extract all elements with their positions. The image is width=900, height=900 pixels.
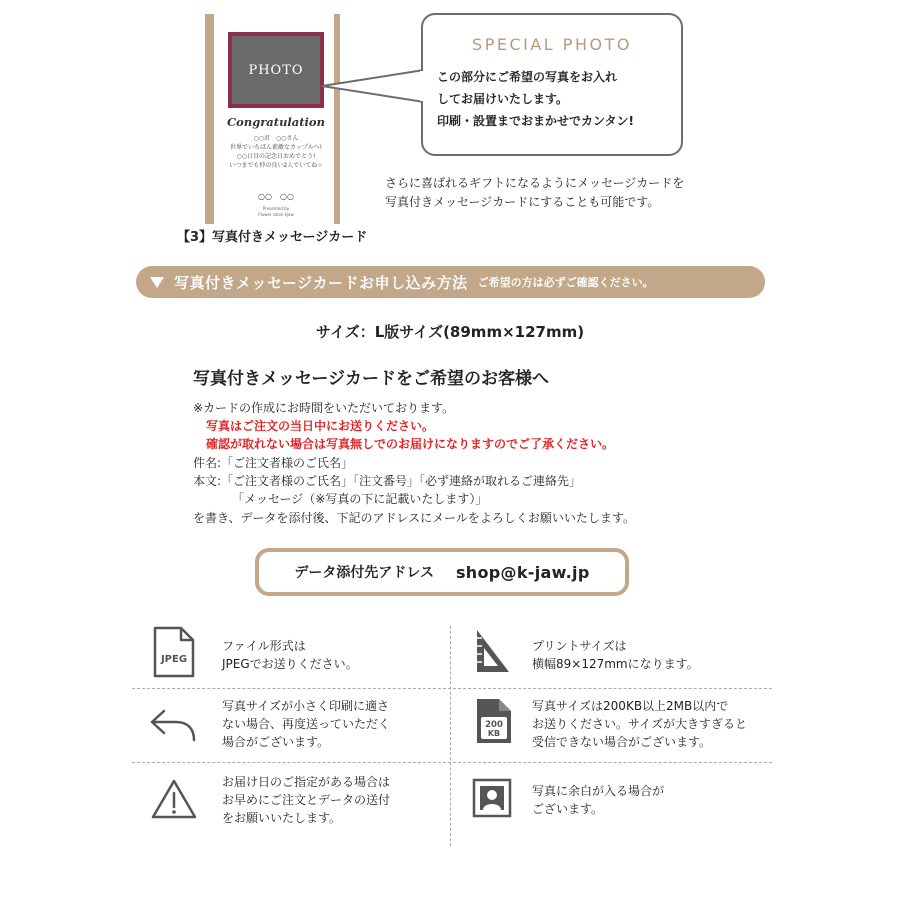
instruction-body: 「メッセージ（※写真の下に記載いたします）」 <box>232 492 488 506</box>
file-format-line: ファイル形式は <box>222 639 306 653</box>
card-caption: 【3】写真付きメッセージカード <box>177 230 368 245</box>
banner-subtitle: ご希望の方は必ずご確認ください。 <box>477 276 654 289</box>
file-size-line: お送りください。サイズが大きすぎると <box>532 717 748 731</box>
file-size-line: 写真サイズは200KB以上2MB以内で <box>532 699 729 713</box>
resend-note-line: 写真サイズが小さく印刷に適さ <box>222 699 390 713</box>
address-label: データ添付先アドレス <box>294 565 434 581</box>
print-size-line: 横幅89×127mmになります。 <box>532 657 699 671</box>
instruction-warning: 写真はご注文の当日中にお送りください。 <box>206 419 435 433</box>
file-size-icon-unit: KB <box>487 729 501 738</box>
instruction-warning: 確認が取れない場合は写真無しでのお届けになりますのでご了承ください。 <box>206 437 615 451</box>
bubble-pointer <box>320 68 426 108</box>
delivery-note-line: お早めにご注文とデータの送付 <box>222 793 391 807</box>
grid-divider <box>132 762 772 763</box>
card-footer: Flower salon kjaw <box>258 212 294 217</box>
delivery-note-line: お届け日のご指定がある場合は <box>222 775 391 789</box>
file-size-line: 受信できない場合がございます。 <box>532 735 712 749</box>
special-photo-title: SPECIAL PHOTO <box>472 35 632 54</box>
triangle-down-icon <box>150 277 164 288</box>
message-card-sample <box>205 14 347 224</box>
section-heading: 写真付きメッセージカードをご希望のお客様へ <box>193 369 549 389</box>
card-footer: Presented by <box>262 206 290 211</box>
grid-divider <box>132 688 772 689</box>
card-signature: ○○ ○○ <box>258 192 294 201</box>
jpeg-file-icon <box>153 626 195 678</box>
card-size: サイズ：L版サイズ(89mm×127mm) <box>315 323 585 341</box>
card-body <box>218 14 334 224</box>
warning-icon <box>150 778 198 820</box>
resend-note-line: ない場合、再度送っていただく <box>222 717 391 731</box>
email-address-box <box>255 548 629 596</box>
gift-note-line: 写真付きメッセージカードにすることも可能です。 <box>385 195 660 209</box>
card-congratulation: Congratulation <box>227 115 325 129</box>
instruction-body: 本文:「ご注文者様のご氏名」「注文番号」「必ず連絡が取れるご連絡先」 <box>193 474 582 488</box>
file-format-line: JPEGでお送りください。 <box>222 657 358 671</box>
card-photo-placeholder <box>228 32 324 108</box>
photo-label: PHOTO <box>248 62 304 78</box>
special-photo-bubble <box>421 13 683 156</box>
delivery-note-line: をお願いいたします。 <box>222 811 342 825</box>
portrait-photo-icon <box>472 778 512 818</box>
card-names: ○○君 ○○さん <box>253 135 299 142</box>
resend-note-line: 場合がございます。 <box>222 735 330 749</box>
bubble-text-line: してお届けいたします。 <box>437 92 569 106</box>
gift-note-line: さらに喜ばれるギフトになるようにメッセージカードを <box>385 176 685 190</box>
instruction-subject: 件名:「ご注文者様のご氏名」 <box>193 456 354 470</box>
card-message-line: ○○日目の記念日おめでとう! <box>236 153 316 160</box>
instruction-closing: を書き、データを添付後、下記のアドレスにメールをよろしくお願いいたします。 <box>193 511 635 525</box>
print-size-line: プリントサイズは <box>532 639 627 653</box>
card-message-line: 世界でいちばん素敵なカップルへ! <box>229 144 323 151</box>
bubble-text-line: 印刷・設置までおまかせでカンタン! <box>437 114 634 128</box>
return-arrow-icon <box>148 707 198 743</box>
application-method-banner <box>136 266 765 298</box>
triangle-ruler-icon <box>475 628 511 674</box>
instruction-note: ※カードの作成にお時間をいただいております。 <box>193 401 455 415</box>
grid-divider <box>450 626 451 846</box>
pointer-joint <box>420 71 426 101</box>
card-message-line: いつまでも仲の良い2人でいてね☆ <box>229 162 323 169</box>
jpeg-icon-label: JPEG <box>160 654 188 665</box>
margin-note-line: ございます。 <box>532 802 604 816</box>
file-size-icon-number: 200 <box>485 720 503 730</box>
email-link[interactable]: shop@k-jaw.jp <box>455 562 590 582</box>
bubble-text-line: この部分にご希望の写真をお入れ <box>437 70 618 84</box>
margin-note-line: 写真に余白が入る場合が <box>532 784 665 798</box>
file-size-icon <box>475 697 513 745</box>
banner-title: 写真付きメッセージカードお申し込み方法 <box>174 273 468 292</box>
